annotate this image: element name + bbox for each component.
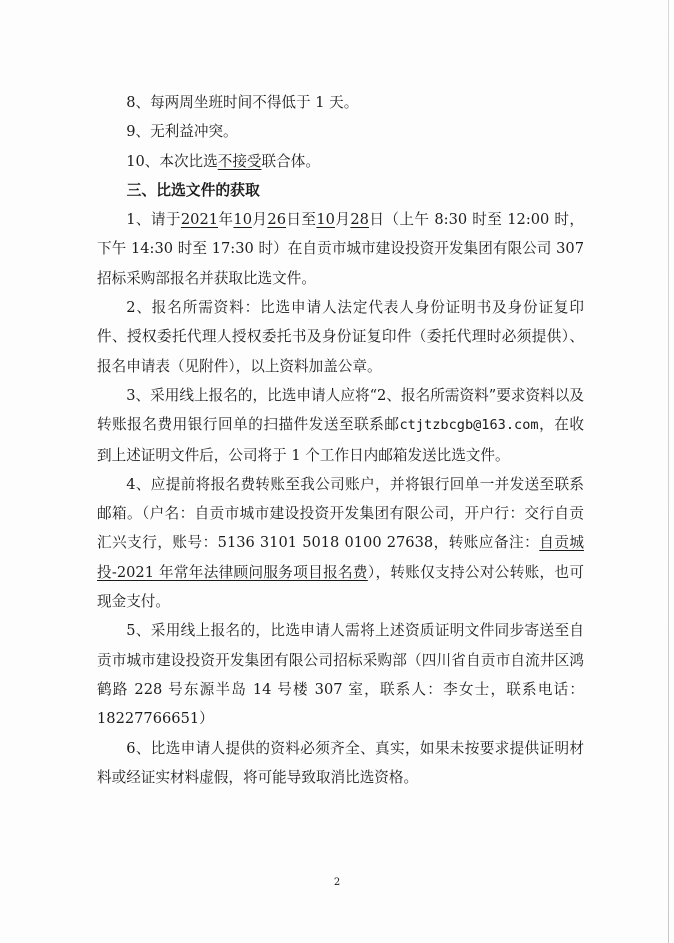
- p4-remark: 自贡城投-2021 年常年法律顾问服务项目报名费: [97, 534, 584, 581]
- p1-t3: 月: [252, 211, 268, 229]
- item-10-underlined: 不接受: [217, 152, 262, 170]
- paragraph-6: 6、比选申请人提供的资料必须齐全、真实，如果未按要求提供证明材料或经证实材料虚假，将可能导致取消比选资格。: [97, 739, 584, 786]
- p3-t2: ，在收到上述证明文件后，公司将于 1 个工作日内邮箱发送比选文件。: [97, 416, 584, 464]
- p1-t2: 年: [218, 211, 234, 229]
- item-10-suffix: 联合体。: [261, 152, 320, 170]
- p1-month1: 10: [233, 211, 252, 229]
- paragraph-3: [97, 381, 584, 470]
- document-body: [97, 88, 584, 792]
- p1-t4: 日至: [285, 211, 317, 229]
- paragraph-1: [97, 205, 584, 293]
- p1-day2: 28: [350, 211, 369, 229]
- paragraph-2: 2、报名所需资料：比选申请人法定代表人身份证明书及身份证复印件、授权委托代理人授权委托书及身份证复印件（委托代理时必须提供）、报名申请表（见附件），以上资料加盖公章。: [97, 299, 584, 375]
- item-10-prefix: 10、本次比选: [126, 152, 218, 170]
- p1-year: 2021: [180, 211, 219, 229]
- paragraph-4: [97, 470, 584, 616]
- p1-t5: 月: [334, 211, 351, 229]
- page-edge-shadow: [668, 0, 669, 943]
- p4-t2: ），转账仅支持公对公转账，也可现金支付。: [97, 563, 584, 611]
- paragraph-5: 5、采用线上报名的，比选申请人需将上述资质证明文件同步寄送至自贡市城市建设投资开发集团有限公司招标采购部（四川省自贡市自流井区鸿鹤路 228 号东源半岛 14 号楼 307 室，联系人：李女士，联系电话：18227766651）: [97, 622, 584, 728]
- page-number: 2: [333, 877, 341, 888]
- p1-month2: 10: [316, 211, 335, 229]
- item-9: 9、无利益冲突。: [126, 123, 238, 141]
- p3-t1: 3、采用线上报名的，比选申请人应将“2、报名所需资料”要求资料以及转账报名费用银行回单的扫描件发送至联系邮: [97, 386, 584, 434]
- p1-t6: 日（上午 8:30 时至 12:00 时，下午 14:30 时至 17:30 时）在自贡市城市建设投资开发集团有限公司 307 招标采购部报名并获取比选文件。: [97, 211, 584, 287]
- p1-day1: 26: [267, 211, 286, 229]
- item-10: [97, 147, 584, 176]
- section-heading: 三、比选文件的获取: [126, 181, 260, 199]
- item-8: 8、每两周坐班时间不得低于 1 天。: [126, 94, 359, 111]
- p4-t1: 4、应提前将报名费转账至我公司账户，并将银行回单一并发送至联系邮箱。（户名：自贡市城市建设投资开发集团有限公司，开户行：交行自贡汇兴支行，账号：5136 3101 5018 0100 27638，转账应备注：: [97, 475, 584, 552]
- p1-t1: 1、请于: [126, 211, 181, 229]
- p3-email: ctjtzbcgb@163.com: [399, 417, 539, 434]
